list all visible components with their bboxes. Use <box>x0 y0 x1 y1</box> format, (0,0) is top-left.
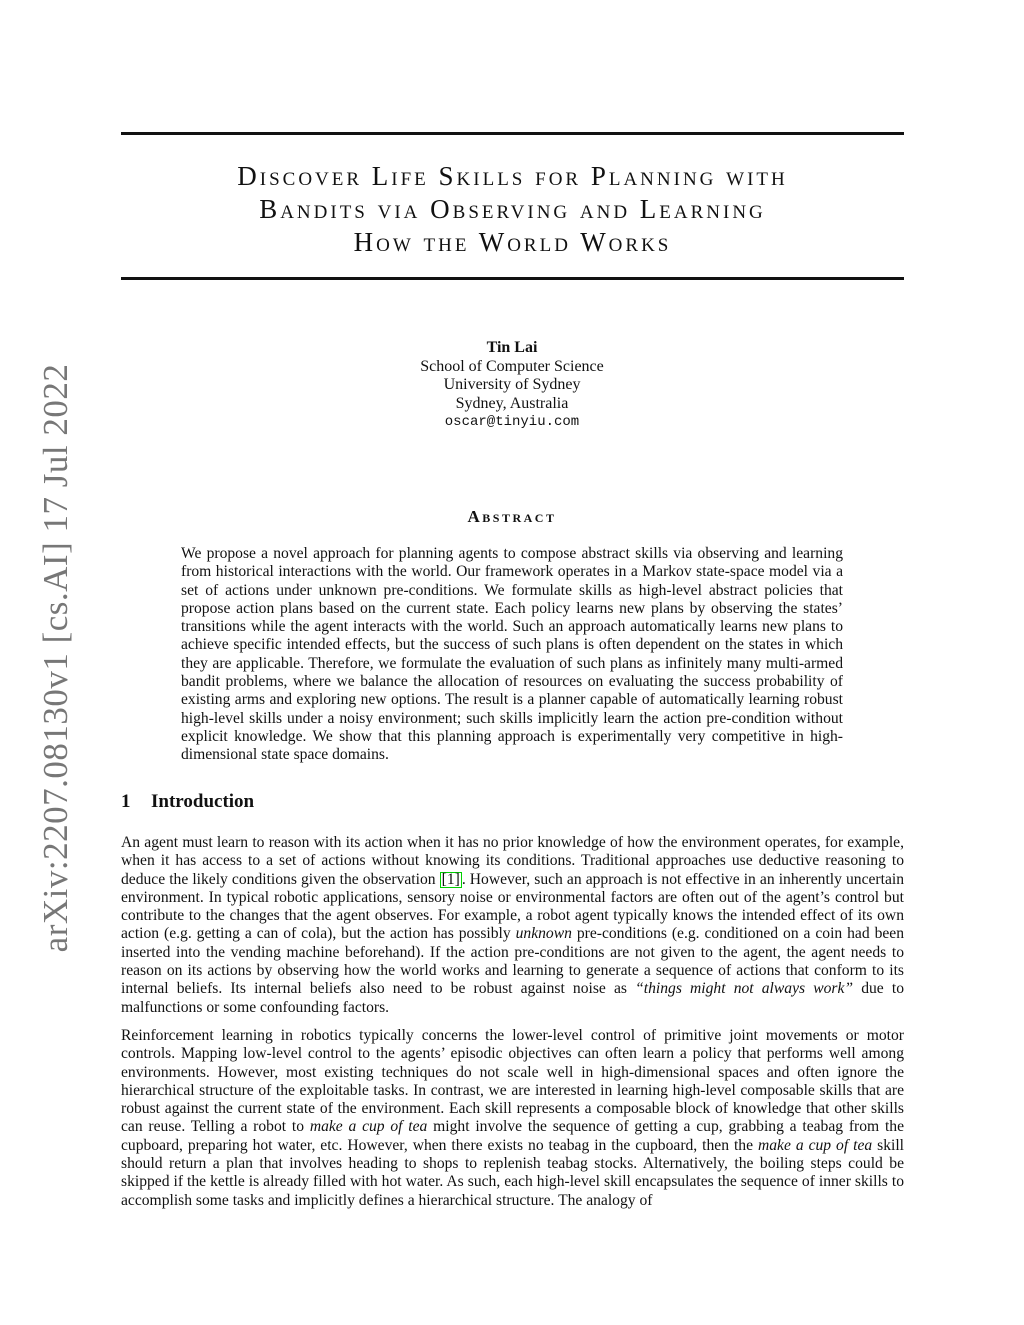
author-name: Tin Lai <box>486 339 538 356</box>
citation-link[interactable]: [1] <box>441 870 460 888</box>
title-line-3: How the World Works <box>353 227 672 257</box>
abstract-heading: Abstract <box>467 507 557 526</box>
paragraph-text: might involve the sequence of getting a cup, grabbing a teabag from the cupboard, preparing hot water, etc. However, when there exists no teabag in the cupboard, then the <box>121 1118 904 1154</box>
paragraph-text: pre-conditions (e.g. conditioned on a coin had been inserted into the vending machine beforehand). If the action pre-conditions are not given to the agent, the agent needs to reason on its actions by observing how the world works and learning to generate a sequence of actions that conform to its internal beliefs. Its internal beliefs also need to be robust against noise as <box>121 925 905 998</box>
paper-title <box>121 160 904 259</box>
emphasis-text: make a cup of tea <box>309 1118 428 1136</box>
abstract-text: We propose a novel approach for planning agents to compose abstract skills via observing and learning from historical interactions with the world. Our framework operates in a Markov state-space model via a set of actions under unknown pre-conditions. We formulate skills as high-level abstract policies that propose action plans based on the current state. Each policy learns new plans by observing the states’ transitions while the agent interacts with the world. Such an approach automatically learns new plans to achieve specific intended effects, but the success of such plans is often dependent on the states in which they are applicable. Therefore, we formulate the evaluation of such plans as infinitely many multi-armed bandit problems, where we balance the allocation of resources on evaluating the success probability of existing arms and exploring new options. The result is a planner capable of automatically learning robust high-level skills under a noisy environment; such skills implicitly learn the action pre-condition without explicit knowledge. We show that this planning approach is experimentally very competitive in high-dimensional state space domains. <box>181 545 843 764</box>
intro-paragraph-1 <box>121 834 904 1017</box>
paragraph-text: . However, such an approach is not effective in an inherently uncertain environment. In typical robotic applications, sensory noise or environmental factors are often out of the agent’s control but contribute to the changes that the agent observes. For example, a robot agent typically knows the intended effect of its own action (e.g. getting a can of cola), but the action has possibly <box>121 870 904 943</box>
section-number: 1 <box>121 791 131 812</box>
emphasis-text: make a cup of tea <box>757 1136 873 1154</box>
paragraph-text: Reinforcement learning in robotics typically concerns the lower-level control of primitive joint movements or motor controls. Mapping low-level control to the agents’ episodic objectives can often learn a policy that performs well among environments. However, most existing techniques do not scale well in high-dimensional spaces and often ignore the hierarchical structure of the exploitable tasks. In contrast, we are interested in learning high-level composable skills that are robust against the current state of the environment. Each skill represents a composable block of knowledge that other skills can reuse. Telling a robot to <box>121 1027 904 1136</box>
author-affiliation-university: University of Sydney <box>443 376 581 393</box>
arxiv-identifier: arXiv:2207.08130v1 [cs.AI] 17 Jul 2022 <box>36 363 75 953</box>
title-line-1: Discover Life Skills for Planning with <box>237 161 788 191</box>
author-block <box>312 339 712 432</box>
paragraph-text: skill should return a plan that involves heading to shops to replenish teabag stocks. Alternatively, the boiling steps could be skipped if the kettle is already filled with hot water. As such, each high-level skill encapsulates the sequence of inner skills to accomplish some tasks and implicitly defines a hierarchical structure. The analogy of <box>121 1136 904 1209</box>
title-line-2: Bandits via Observing and Learning <box>259 194 766 224</box>
paragraph-text: due to malfunctions or some confounding factors. <box>121 980 904 1016</box>
quoted-text: “things might not always work” <box>635 980 854 998</box>
title-top-rule <box>121 132 904 135</box>
intro-paragraph-2 <box>121 1027 904 1210</box>
title-bottom-rule <box>121 277 904 280</box>
author-affiliation-school: School of Computer Science <box>420 357 604 375</box>
paragraph-text: An agent must learn to reason with its action when it has no prior knowledge of how the environment operates, for example, when it has access to a set of actions without knowing its conditions. Traditional approaches use deductive reasoning to deduce the likely conditions given the observation <box>121 834 904 888</box>
emphasis-text: unknown <box>515 925 572 943</box>
author-location: Sydney, Australia <box>455 394 569 412</box>
section-heading-introduction <box>121 791 254 813</box>
author-email[interactable]: oscar@tinyiu.com <box>444 414 580 430</box>
section-title: Introduction <box>151 791 255 812</box>
